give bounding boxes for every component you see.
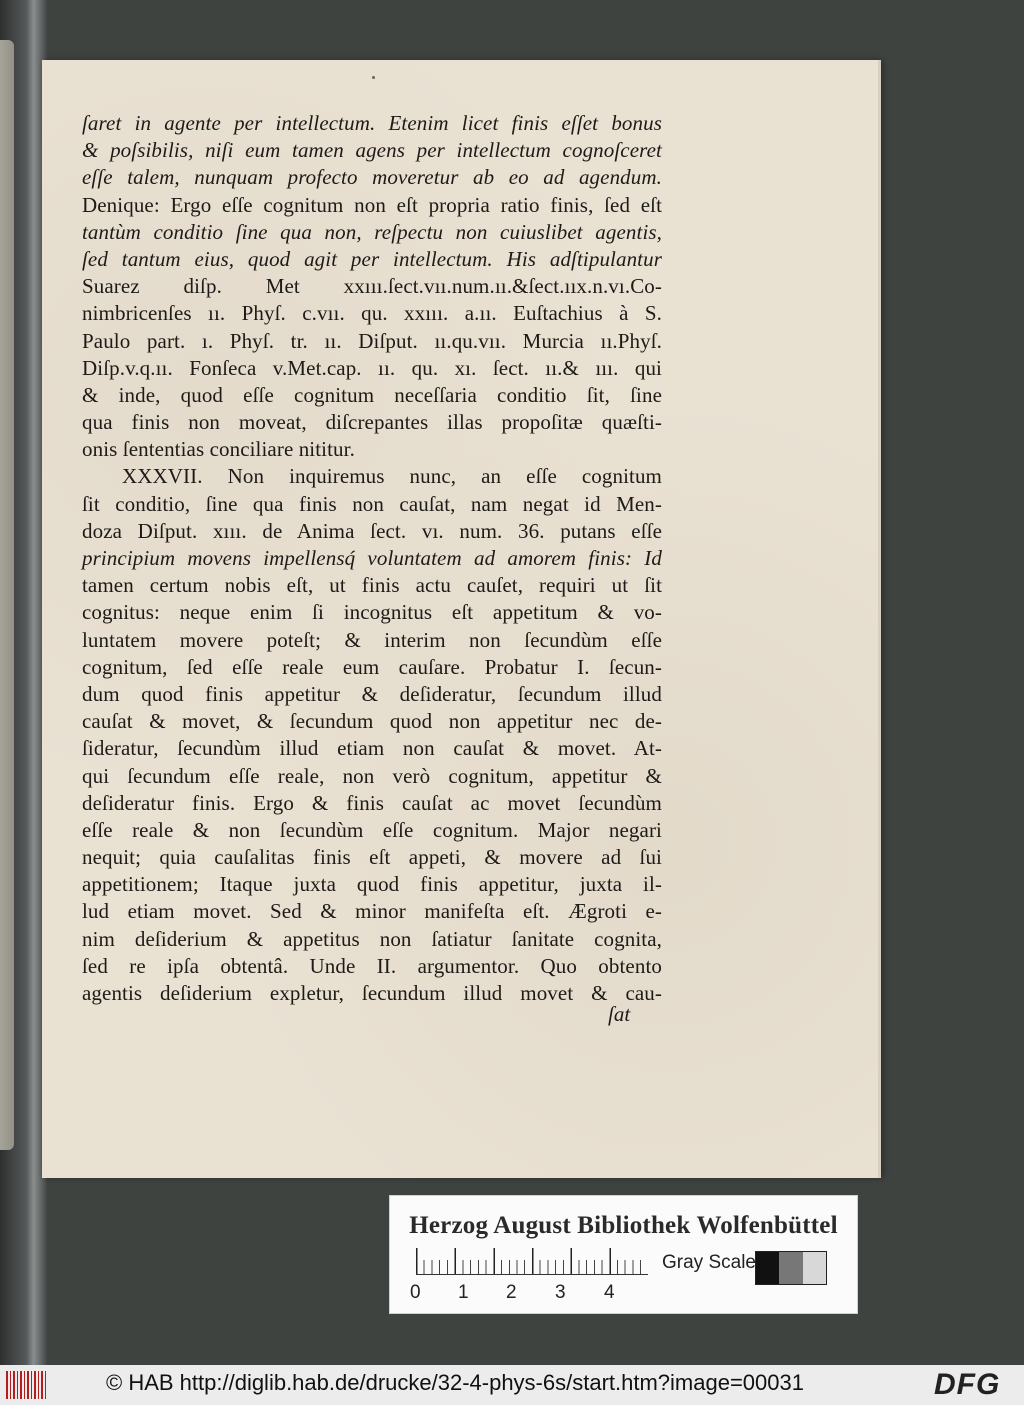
ruler-number: 1	[458, 1282, 469, 1303]
ruler-number: 4	[604, 1282, 615, 1303]
text-line: Diſp.v.q.ıı. Fonſeca v.Met.cap. ıı. qu. xı. ſect. ıı.& ııı. qui	[82, 355, 662, 380]
text-line: deſideratur finis. Ergo & finis cauſat ac movet ſecundùm	[82, 790, 662, 815]
text-line: Paulo part. ı. Phyſ. tr. ıı. Diſput. ıı.qu.vıı. Murcia ıı.Phyſ.	[82, 328, 662, 353]
text-line: & inde, quod eſſe cognitum neceſſaria conditio ſit, ſine	[82, 382, 662, 407]
citation-link[interactable]: © HAB http://diglib.hab.de/drucke/32-4-phys-6s/start.htm?image=00031	[106, 1370, 804, 1395]
text-line: nequit; quia cauſalitas finis eſt appeti, & movere ad ſui	[82, 845, 662, 870]
page-text	[82, 110, 662, 1007]
scale-ruler-major-ticks	[416, 1248, 648, 1274]
text-line: ſideratur, ſecundùm illud etiam non cauſat & movet. At-	[82, 736, 662, 761]
ruler-number: 2	[506, 1282, 517, 1303]
gray-scale-label: Gray Scale	[662, 1252, 756, 1273]
text-line: ſaret in agente per intellectum. Etenim licet finis eſſet bonus	[82, 111, 662, 135]
text-line: ſit conditio, ſine qua finis non cauſat, nam negat id Men-	[82, 491, 662, 516]
text-line: onis ſententias conciliare nititur.	[82, 437, 355, 462]
gray-swatch	[803, 1252, 826, 1284]
catchword: ſat	[608, 1002, 631, 1026]
footer-bar	[0, 1365, 1024, 1405]
text-line: eſſe talem, nunquam profecto moveretur ab eo ad agendum.	[82, 165, 662, 190]
gray-swatch	[756, 1252, 779, 1284]
text-line: cognitum, ſed eſſe reale eum cauſare. Probatur I. ſecun-	[82, 654, 662, 679]
text-line: dum quod finis appetitur & deſideratur, ſecundum illud	[82, 681, 662, 706]
gray-swatch	[779, 1252, 802, 1284]
page-speck	[372, 76, 375, 79]
text-line: qui ſecundum eſſe reale, non verò cognitum, appetitur &	[82, 763, 662, 788]
book-page	[42, 60, 881, 1178]
text-line: appetitionem; Itaque juxta quod finis appetitur, juxta il-	[82, 872, 662, 897]
text-line: ſed re ipſa obtentâ. Unde II. argumentor. Quo obtento	[82, 953, 662, 978]
dfg-logo: DFG	[934, 1368, 1001, 1401]
library-name: Herzog August Bibliothek Wolfenbüttel	[409, 1212, 838, 1239]
text-line: XXXVII. Non inquiremus nunc, an eſſe cognitum	[122, 464, 662, 489]
gray-scale-swatches	[755, 1251, 827, 1285]
text-line: agentis deſiderium expletur, ſecundum illud movet & cau-	[82, 981, 662, 1005]
text-line: tantùm conditio ſine qua non, reſpectu non cuiuslibet agentis,	[82, 219, 662, 244]
text-line: eſſe reale & non ſecundùm eſſe cognitum. Major negari	[82, 817, 662, 842]
neighbor-page-edge	[0, 40, 14, 1150]
ruler-numbers	[410, 1282, 670, 1304]
text-line: doza Diſput. xııı. de Anima ſect. vı. num. 36. putans eſſe	[82, 518, 662, 543]
text-line: Denique: Ergo eſſe cognitum non eſt propria ratio finis, ſed eſt	[82, 192, 662, 217]
text-line: ſed tantum eius, quod agit per intellectum. His adſtipulantur	[82, 246, 662, 271]
text-line: principium movens impellensq́ voluntatem ad amorem finis: Id	[82, 546, 662, 570]
ruler-number: 3	[555, 1282, 566, 1303]
text-line: Suarez diſp. Met xxııı.ſect.vıı.num.ıı.&ſect.ııx.n.vı.Co-	[82, 274, 662, 299]
text-line: nimbricenſes ıı. Phyſ. c.vıı. qu. xxııı. a.ıı. Euſtachius à S.	[82, 301, 662, 326]
text-line: cauſat & movet, & ſecundum quod non appetitur nec de-	[82, 709, 662, 734]
ruler-number: 0	[410, 1282, 421, 1303]
text-line: nim deſiderium & appetitus non ſatiatur ſanitate cognita,	[82, 926, 662, 951]
hab-barcode-icon	[6, 1371, 48, 1399]
text-line: tamen certum nobis eſt, ut finis actu cauſet, requiri ut ſit	[82, 573, 662, 598]
library-label	[389, 1195, 858, 1314]
text-line: & poſsibilis, niſi eum tamen agens per intellectum cognoſceret	[82, 138, 662, 163]
text-line: cognitus: neque enim ſi incognitus eſt appetitum & vo-	[82, 600, 662, 625]
text-line: luntatem movere poteſt; & interim non ſecundùm eſſe	[82, 627, 662, 652]
text-line: qua finis non moveat, diſcrepantes illas propoſitæ quæſti-	[82, 410, 662, 435]
text-line: lud etiam movet. Sed & minor manifeſta eſt. Ægroti e-	[82, 899, 662, 924]
